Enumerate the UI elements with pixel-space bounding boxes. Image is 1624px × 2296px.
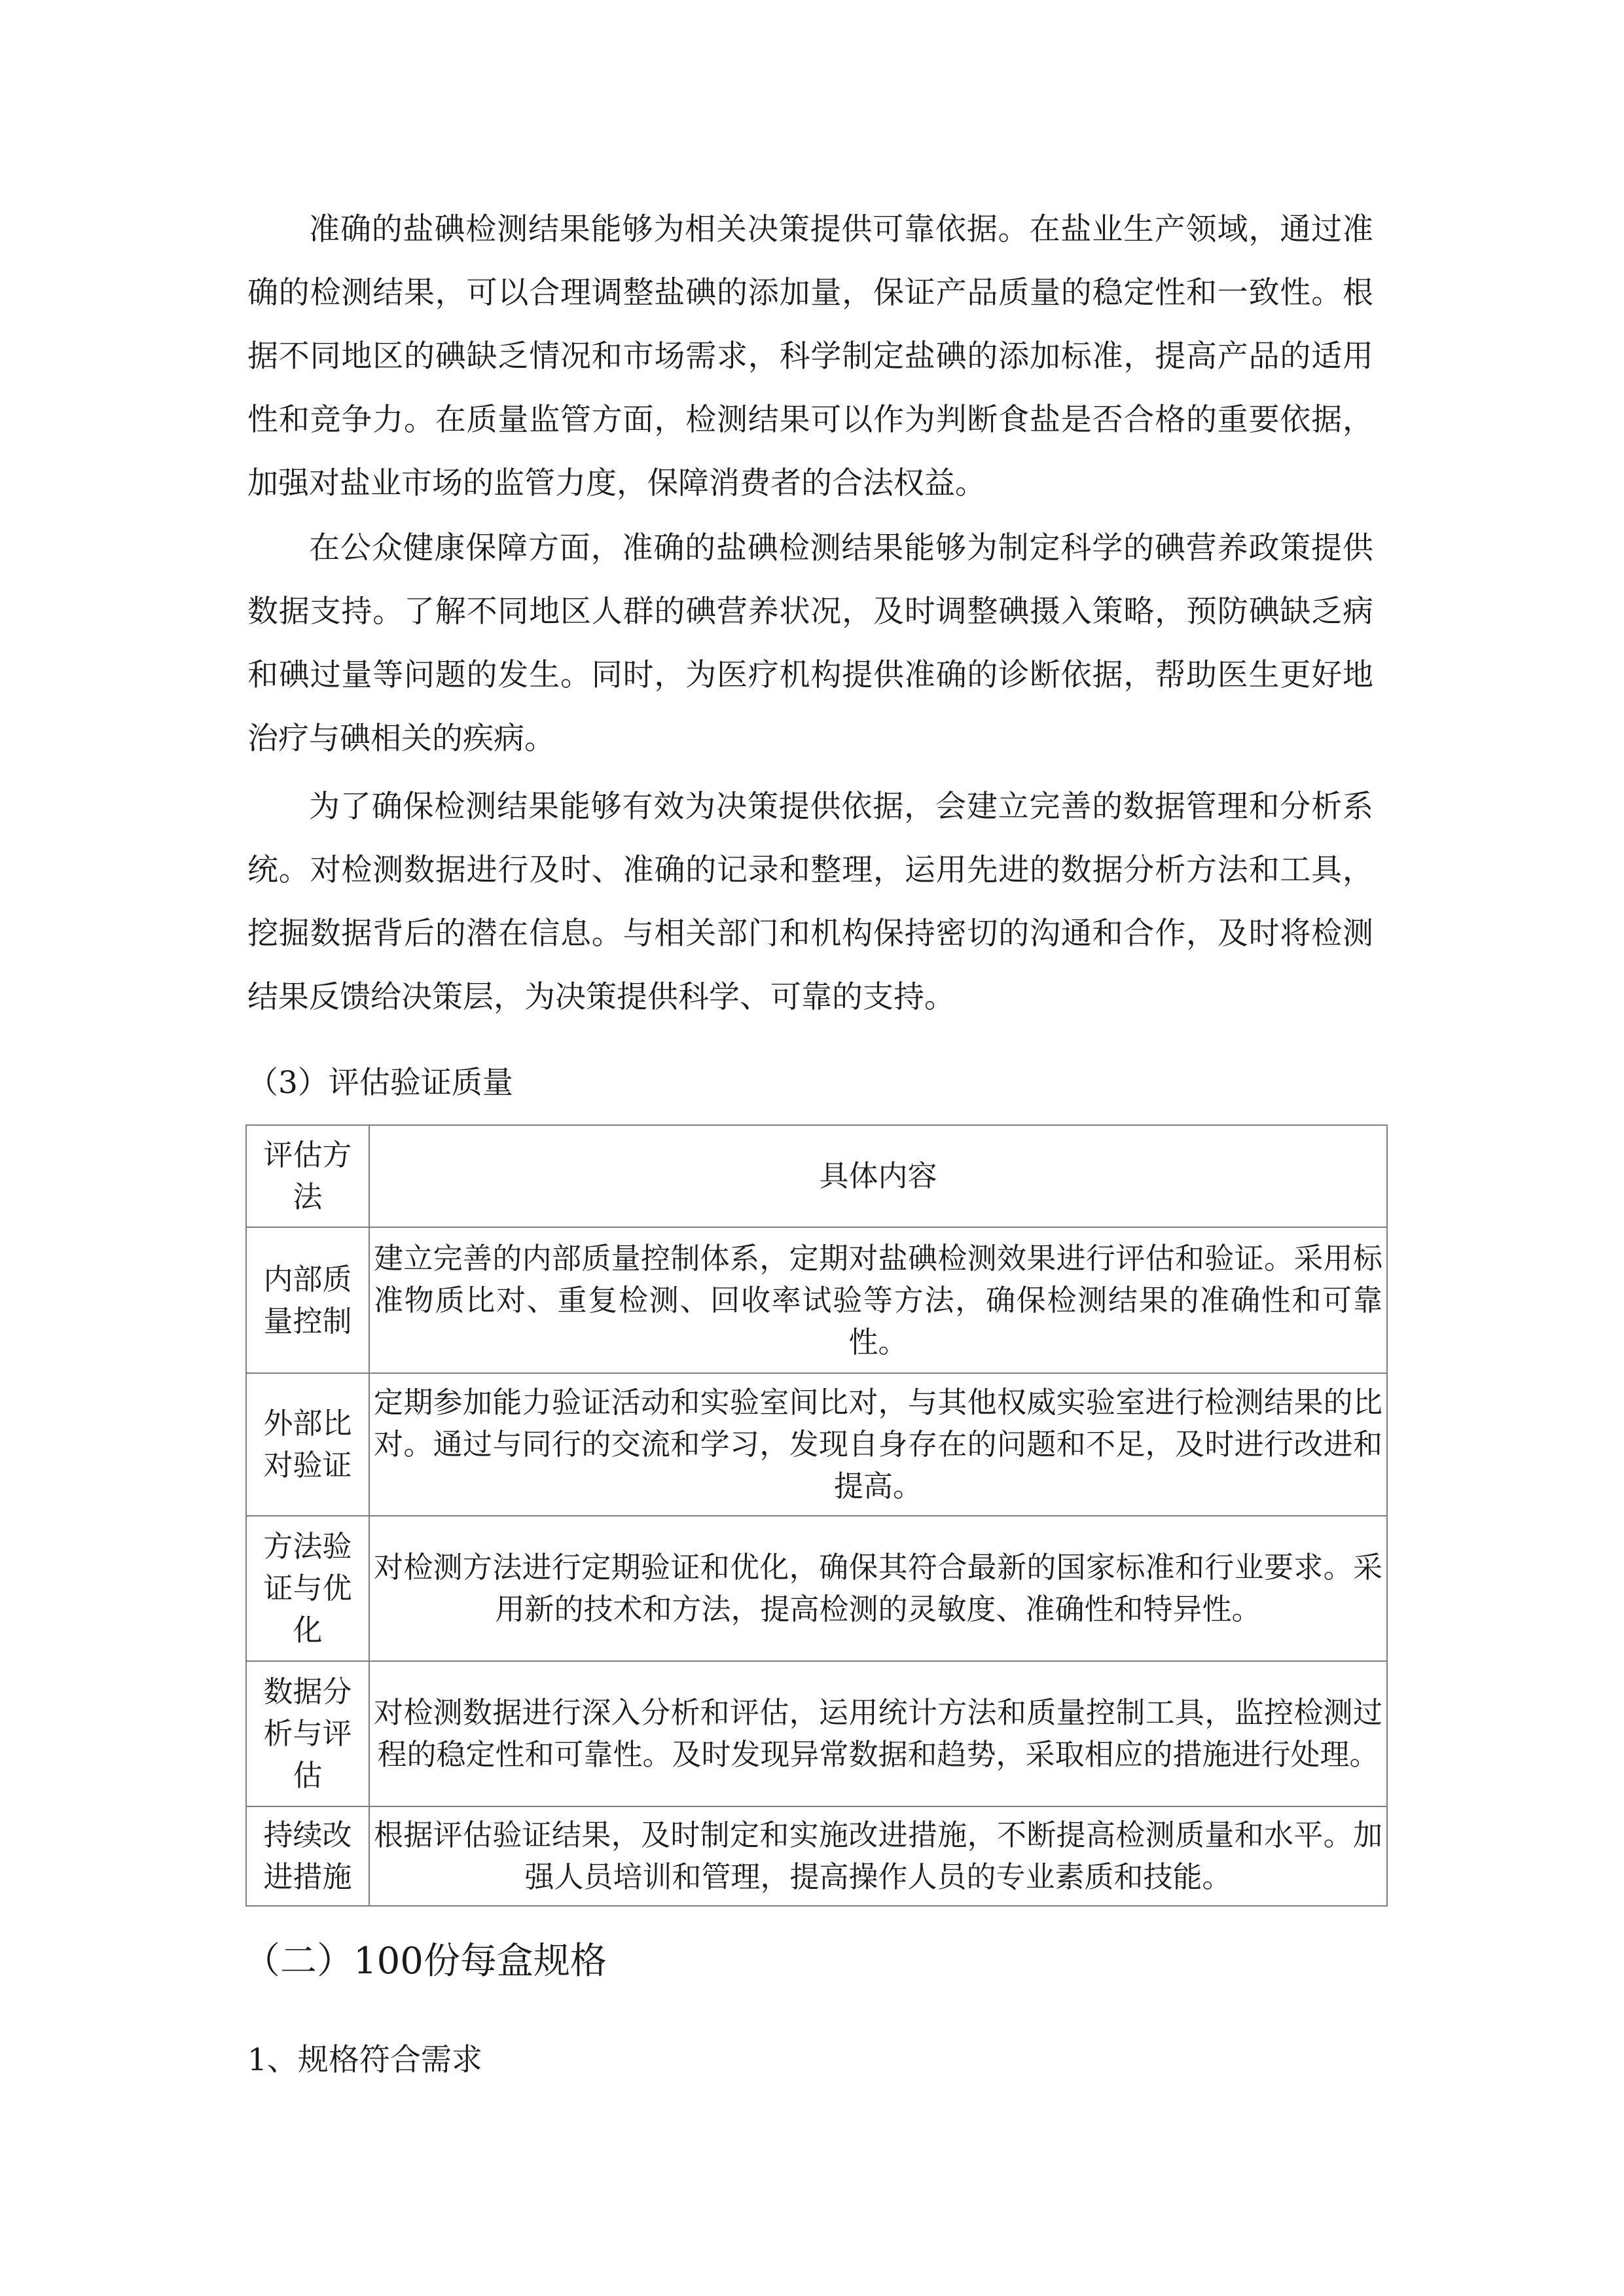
method-cell: 持续改进措施 (246, 1806, 369, 1906)
content-cell: 定期参加能力验证活动和实验室间比对，与其他权威实验室进行检测结果的比对。通过与同行的交流和学习，发现自身存在的问题和不足，及时进行改进和提高。 (369, 1373, 1387, 1516)
table-header-row (246, 1125, 1387, 1227)
table-row (246, 1373, 1387, 1516)
content-cell: 对检测数据进行深入分析和评估，运用统计方法和质量控制工具，监控检测过程的稳定性和可靠性。及时发现异常数据和趋势，采取相应的措施进行处理。 (369, 1661, 1387, 1806)
section-heading: （二）100份每盒规格 (244, 1940, 607, 1982)
paragraph-decision-basis: 准确的盐碘检测结果能够为相关决策提供可靠依据。在盐业生产领域，通过准确的检测结果，可以合理调整盐碘的添加量，保证产品质量的稳定性和一致性。根据不同地区的碘缺乏情况和市场需求，科学制定盐碘的添加标准，提高产品的适用性和竞争力。在质量监管方面，检测结果可以作为判断食盐是否合格的重要依据，加强对盐业市场的监管力度，保障消费者的合法权益。 (247, 211, 1373, 501)
method-cell: 数据分析与评估 (246, 1661, 369, 1806)
content-cell: 建立完善的内部质量控制体系，定期对盐碘检测效果进行评估和验证。采用标准物质比对、重复检测、回收率试验等方法，确保检测结果的准确性和可靠性。 (369, 1227, 1387, 1373)
header-method: 评估方法 (246, 1125, 369, 1227)
table-row (246, 1661, 1387, 1806)
header-content: 具体内容 (369, 1125, 1387, 1227)
content-cell: 根据评估验证结果，及时制定和实施改进措施，不断提高检测质量和水平。加强人员培训和管理，提高操作人员的专业素质和技能。 (369, 1806, 1387, 1906)
paragraph-data-management: 为了确保检测结果能够有效为决策提供依据，会建立完善的数据管理和分析系统。对检测数据进行及时、准确的记录和整理，运用先进的数据分析方法和工具，挖掘数据背后的潜在信息。与相关部门和机构保持密切的沟通和合作，及时将检测结果反馈给决策层，为决策提供科学、可靠的支持。 (247, 789, 1373, 1015)
content-cell: 对检测方法进行定期验证和优化，确保其符合最新的国家标准和行业要求。采用新的技术和方法，提高检测的灵敏度、准确性和特异性。 (369, 1516, 1387, 1661)
table-row (246, 1516, 1387, 1661)
method-cell: 外部比对验证 (246, 1373, 369, 1516)
method-cell: 内部质量控制 (246, 1227, 369, 1373)
sub-heading: 1、规格符合需求 (247, 2042, 482, 2078)
table-row (246, 1227, 1387, 1373)
quality-evaluation-table (245, 1124, 1388, 1907)
table-caption: （3）评估验证质量 (247, 1065, 513, 1101)
paragraph-public-health: 在公众健康保障方面，准确的盐碘检测结果能够为制定科学的碘营养政策提供数据支持。了解不同地区人群的碘营养状况，及时调整碘摄入策略，预防碘缺乏病和碘过量等问题的发生。同时，为医疗机构提供准确的诊断依据，帮助医生更好地治疗与碘相关的疾病。 (247, 530, 1373, 757)
method-cell: 方法验证与优化 (246, 1516, 369, 1661)
table-row (246, 1806, 1387, 1906)
